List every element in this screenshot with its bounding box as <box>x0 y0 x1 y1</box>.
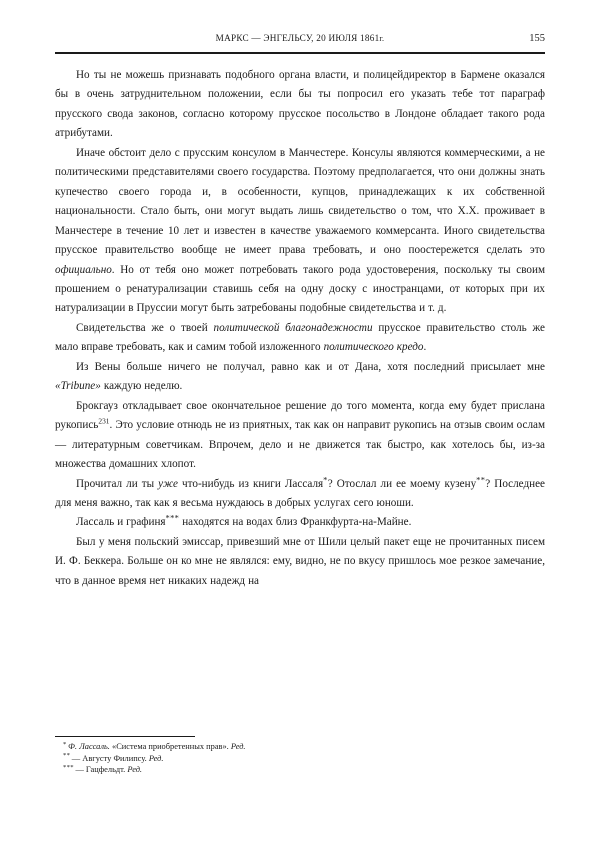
paragraph-3-text-a: Свидетельства же о твоей <box>76 321 214 334</box>
running-head-rule <box>55 52 545 54</box>
footnote-marker: * <box>63 740 67 748</box>
footnote-separator-rule <box>55 736 195 737</box>
paragraph-5-text-a: Брокгауз откладывает свое окончательное решение до того момента, когда ему будет прислана рукопись <box>55 399 545 432</box>
paragraph-6 <box>55 475 545 514</box>
paragraph-6-text-c: ? Отослал ли ее моему кузену <box>327 477 477 490</box>
paragraph-4-text-b: каждую неделю. <box>100 380 183 393</box>
paragraph-8-text: Был у меня польский эмиссар, привезший мне от Шили целый пакет еще не прочитанных писем И. Ф. Беккера. Больше он ко мне не являлся: ему, видно, не по вкусу пришлось мое резкое замечание, что в данное время нет никаких надежд на <box>55 535 545 587</box>
footnote-item <box>55 764 545 776</box>
footnote-reference-1[interactable]: * <box>323 473 328 484</box>
paragraph-2-text-b: . Но от тебя оно может потребовать такого рода удостоверения, поскольку ты своим прошением о ренатурализации ставишь себя на одну доску с иностранцами, от которых при их натурализации в Пруссии могут быть затребованы подобные свидетельства и т. д. <box>55 263 545 315</box>
paragraph-3-text-c: . <box>423 341 427 354</box>
paragraph-7-text-a: Лассаль и графиня <box>76 516 166 529</box>
paragraph-7 <box>55 513 545 532</box>
paragraph-2-emphasis-officially: официально <box>55 263 112 276</box>
footnote-editor-note: Ред. <box>148 753 164 763</box>
page-number: 155 <box>529 33 545 44</box>
footnote-reference-2[interactable]: ** <box>476 473 486 484</box>
paragraph-5-text-b: . Это условие отнюдь не из приятных, так как он направит рукопись на отзыв своим ослам — литературным советчикам. Впрочем, дело и не движется так быстро, как хотелось бы, из-за множества домашних хлопот. <box>55 419 545 471</box>
running-head-title-main: МАРКС — ЭНГЕЛЬСУ, 20 ИЮЛЯ 1861 <box>215 33 380 43</box>
footnote-item <box>55 753 545 765</box>
footnote-reference-3[interactable]: *** <box>165 512 180 523</box>
paragraph-8 <box>55 533 545 591</box>
footnote-work: — Августу Филипсу. <box>71 753 149 763</box>
paragraph-2-text-a: Иначе обстоит дело с прусским консулом в Манчестере. Консулы являются коммерческими, а не политическими представителями своего государства. Поэтому предполагается, что они должны знать купечество своего города и, в особенности, купцов, принадлежащих к их собственной национальности. Стало быть, они могут выдать лишь свидетельство о том, что Х.Х. проживает в Манчестере в течение 10 лет и известен в качестве уважаемого коммерсанта. Иного свидетельства прусское правительство вообще не имеет права требовать, и оно поостережется сделать это <box>55 146 545 257</box>
paragraph-6-text-d: ? Последнее для меня важно, так как я весьма нуждаюсь в добрых услугах сего юноши. <box>55 477 545 509</box>
body-text-column <box>55 66 545 591</box>
paragraph-6-emphasis-already: уже <box>158 477 178 490</box>
paragraph-4-text-a: Из Вены больше ничего не получал, равно как и от Дана, хотя последний присылает мне <box>76 360 545 373</box>
paragraph-4 <box>55 358 545 397</box>
paragraph-3-text-b: прусское правительство столь же мало вправе требовать, как и самим тобой изложенного <box>55 321 545 354</box>
footnote-block <box>55 736 545 776</box>
paragraph-7-text-b: находятся на водах близ Франкфурта-на-Майне. <box>179 516 412 529</box>
paragraph-3 <box>55 319 545 358</box>
running-head-title <box>55 33 545 43</box>
paragraph-6-text-a: Прочитал ли ты <box>76 477 159 490</box>
footnote-item <box>55 741 545 753</box>
footnote-author: Ф. Лассаль. <box>68 742 110 752</box>
paragraph-4-title-tribune: «Tribune» <box>55 380 101 393</box>
endnote-reference-231[interactable]: 231 <box>98 416 110 426</box>
footnote-work: «Система приобретенных прав». <box>109 742 231 752</box>
paragraph-2 <box>55 144 545 319</box>
running-head <box>55 33 545 51</box>
paragraph-1-text: Но ты не можешь признавать подобного органа власти, и полицейдиректор в Бармене оказался бы в очень затруднительном положении, если бы ты попросил его указать тебе тот параграф прусского свода законов, согласно которому прусское посольство в Лондоне обладает такого рода атрибутами. <box>55 69 545 140</box>
paragraph-3-emphasis-loyalty: политической благонадежности <box>213 321 373 334</box>
footnote-marker: *** <box>63 763 74 771</box>
footnote-editor-note: Ред. <box>127 765 143 775</box>
paragraph-3-emphasis-credo: политического кредо <box>323 341 424 354</box>
footnote-marker: ** <box>63 752 71 760</box>
paragraph-6-text-b: что-нибудь из книги Лассаля <box>177 477 324 490</box>
paragraph-5 <box>55 397 545 475</box>
footnote-work: — Гацфельдт. <box>75 765 128 775</box>
paragraph-1 <box>55 66 545 144</box>
running-head-title-suffix: г. <box>379 34 385 43</box>
footnote-editor-note: Ред. <box>230 742 246 752</box>
